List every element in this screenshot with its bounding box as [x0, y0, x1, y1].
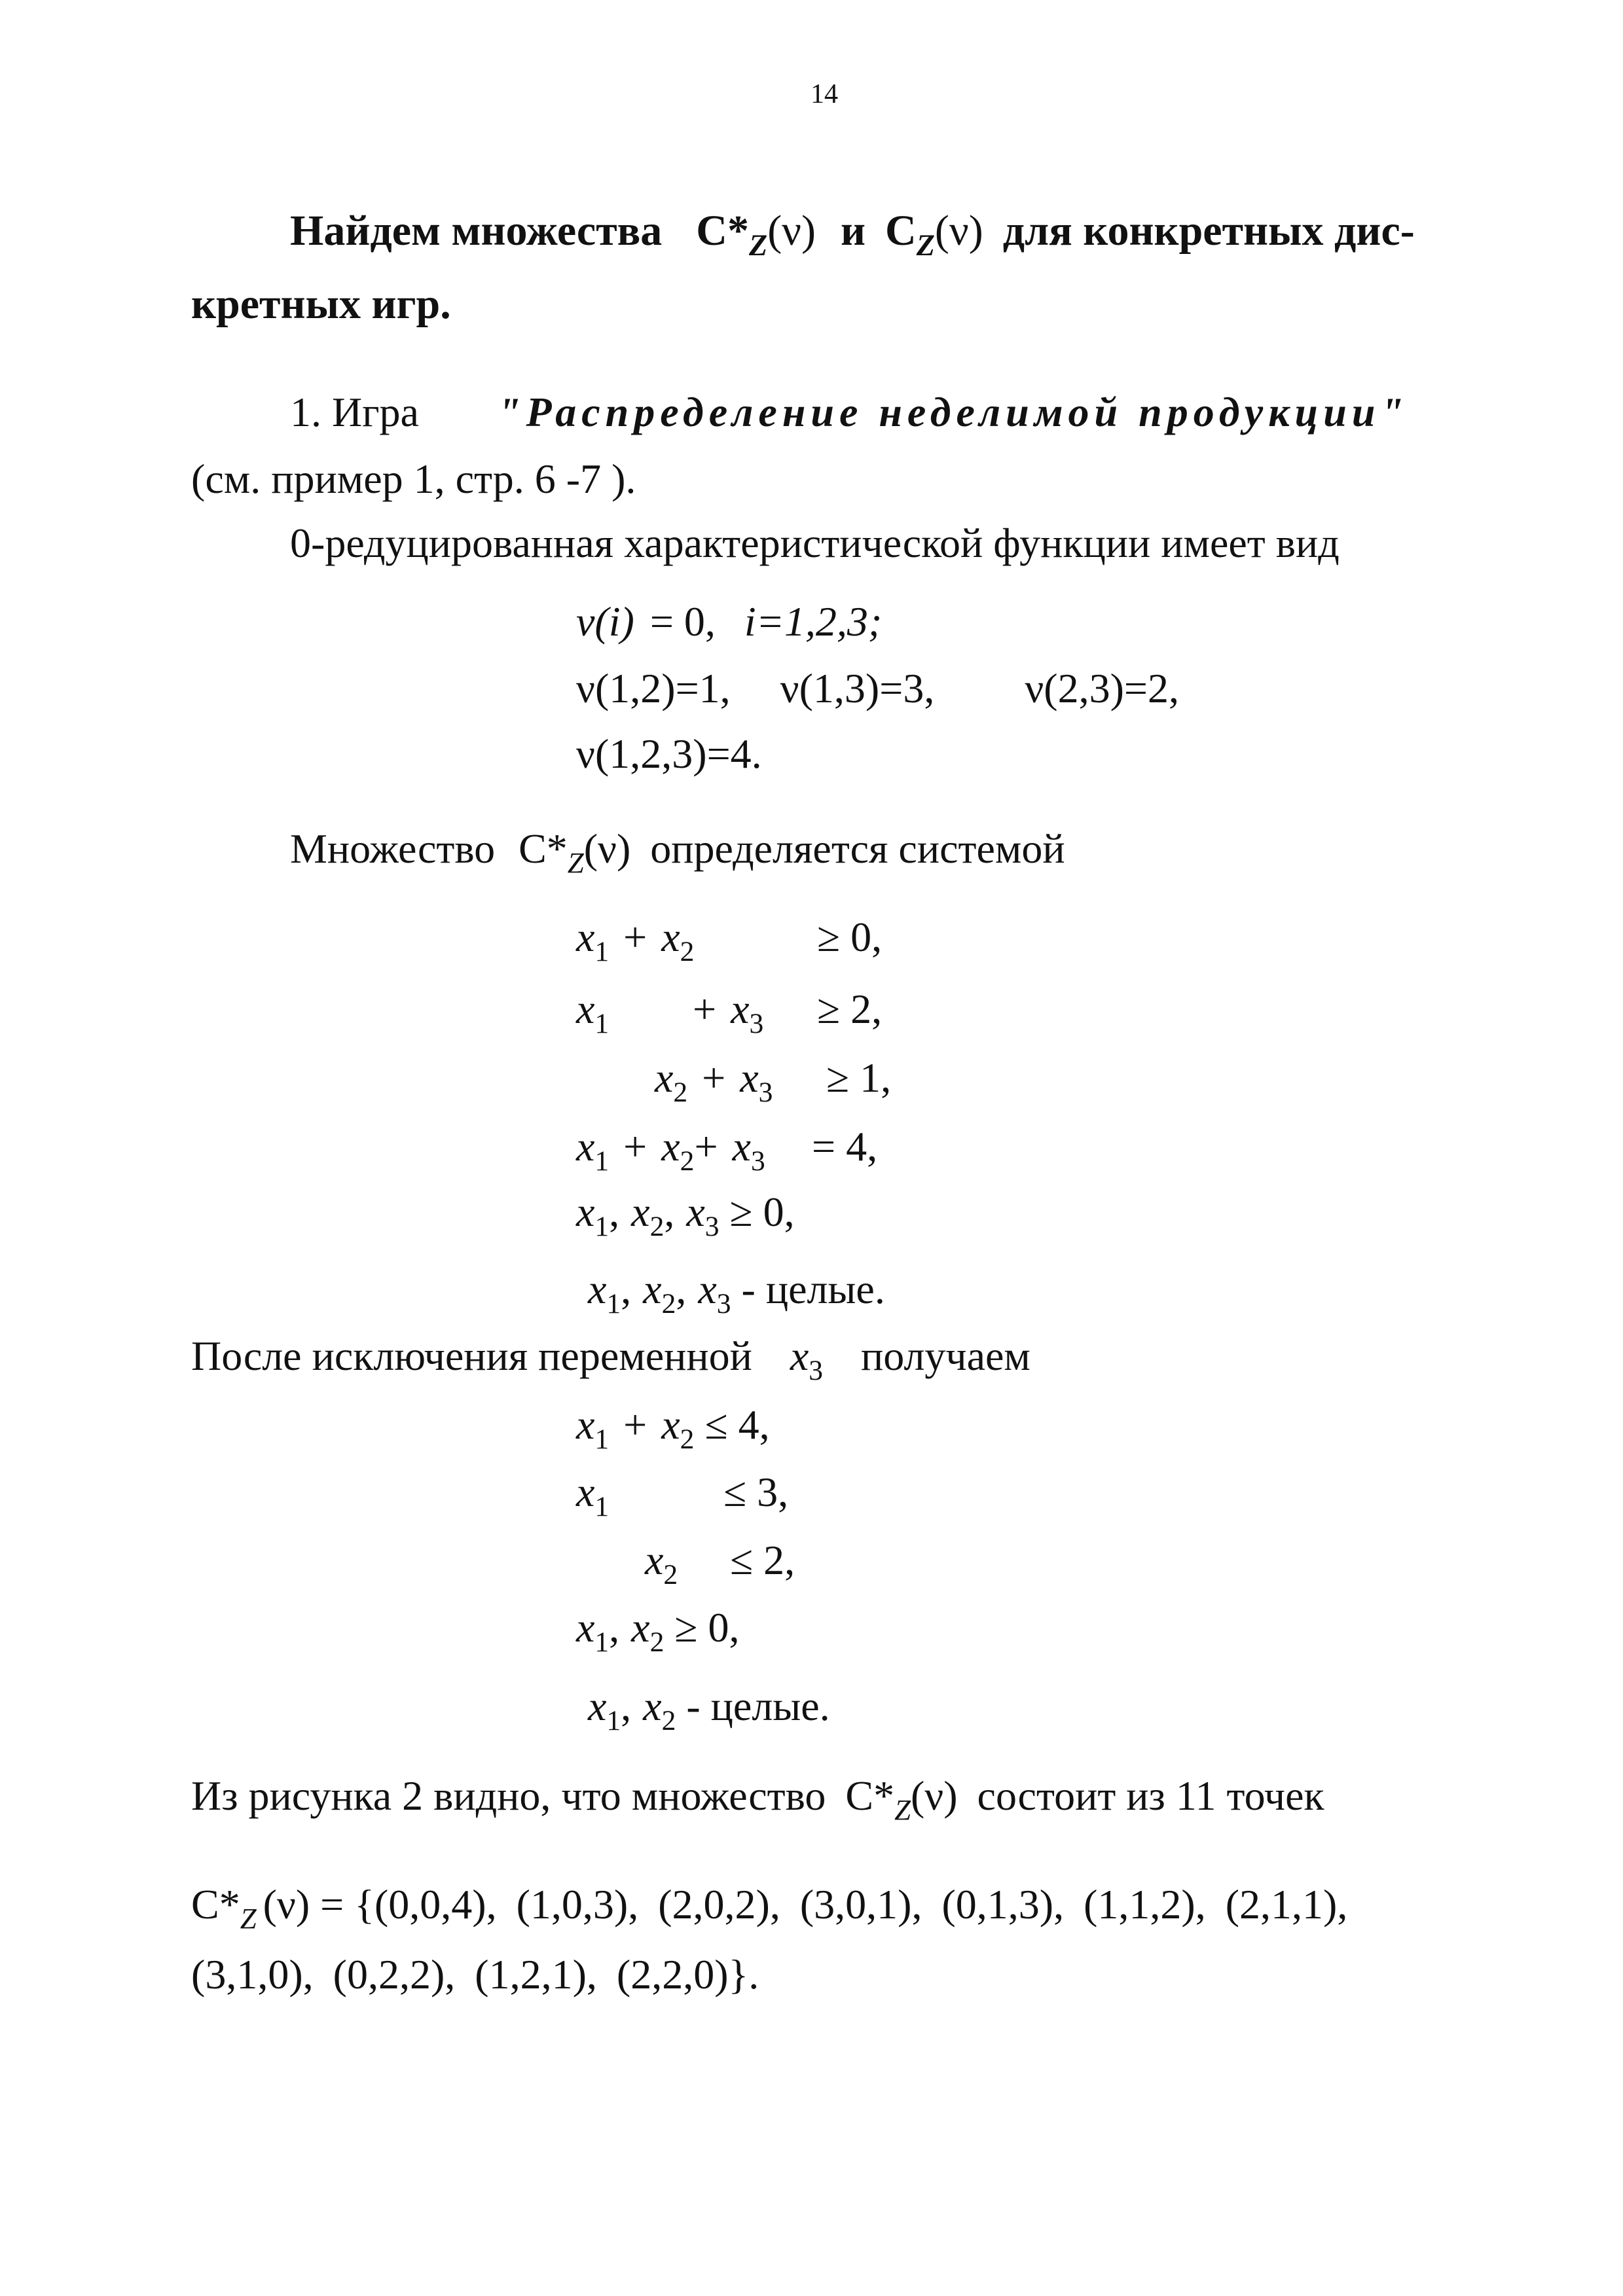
result-point: (0,1,3),	[941, 1881, 1065, 1928]
sub-2: 2	[661, 1287, 676, 1319]
result-lhs: (ν) = {(0,0,4),	[263, 1881, 497, 1928]
sub-2: 2	[663, 1558, 678, 1590]
var-x: x	[576, 1604, 595, 1651]
heading-nu-arg-2: (ν)	[934, 207, 983, 255]
system2-row-2-rhs: ≤ 3,	[723, 1469, 789, 1515]
system-row-2-rhs: ≥ 2,	[817, 986, 883, 1032]
heading-and: и	[841, 207, 866, 255]
var-x: x	[576, 914, 595, 960]
result-point: (1,1,2),	[1084, 1881, 1206, 1928]
system-row-4-vars	[576, 1123, 765, 1177]
nu-23: ν(2,3)=2,	[1025, 665, 1179, 711]
sub-1: 1	[594, 1423, 610, 1455]
system2-row-4-rhs: ≥ 0,	[674, 1604, 740, 1651]
sub-2: 2	[649, 1626, 665, 1658]
figure-nu: (ν)	[910, 1772, 958, 1819]
sub-2: 2	[680, 1145, 695, 1177]
figure-cstar: C*	[845, 1772, 895, 1819]
heading-line-1	[290, 207, 1415, 262]
comma: ,	[609, 1189, 620, 1235]
sub-2: 2	[661, 1704, 676, 1736]
var-x: x	[698, 1266, 717, 1312]
system-row-1-rhs: ≥ 0,	[817, 914, 883, 960]
op-plus: +	[623, 1401, 647, 1448]
figure-suffix: состоит из 11 точек	[977, 1772, 1324, 1819]
var-x: x	[576, 986, 595, 1032]
var-x: x	[576, 1469, 595, 1515]
var-x: x	[732, 1123, 751, 1170]
nu-i-value: = 0,	[649, 598, 716, 645]
var-x: x	[576, 1123, 595, 1170]
result-z: Z	[240, 1902, 257, 1935]
var-x: x	[661, 1401, 680, 1448]
comma: ,	[664, 1189, 675, 1235]
system2-row-4	[576, 1604, 740, 1658]
var-x: x	[576, 1189, 595, 1235]
nu-12: ν(1,2)=1,	[576, 665, 731, 711]
system-row-6	[588, 1266, 885, 1319]
var-x: x	[645, 1537, 664, 1583]
sub-1: 1	[606, 1287, 621, 1319]
heading-c: C	[885, 207, 917, 255]
system-intro-z: Z	[567, 846, 584, 880]
var-x: x	[588, 1683, 607, 1729]
system-row-5-rhs: ≥ 0,	[729, 1189, 795, 1235]
char-fn-line-3: ν(1,2,3)=4.	[576, 730, 762, 777]
var-x: x	[661, 1123, 680, 1170]
var-x: x	[588, 1266, 607, 1312]
result-point: (3,1,0),	[191, 1951, 314, 1998]
figure-prefix: Из рисунка 2 видно, что множество	[191, 1772, 826, 1819]
system-row-2-x1	[576, 986, 610, 1039]
page-number: 14	[811, 79, 838, 109]
system-intro-cstar: C*	[519, 825, 568, 872]
system2-row-2-x1	[576, 1469, 610, 1522]
game-reference: (см. пример 1, стр. 6 -7 ).	[191, 456, 636, 502]
sub-3: 3	[749, 1007, 764, 1039]
elimination-suffix: получаем	[861, 1333, 1030, 1379]
sub-1: 1	[594, 1007, 610, 1039]
system2-row-5-rhs: - целые.	[686, 1683, 830, 1729]
system-intro-suffix: определяется системой	[650, 825, 1065, 872]
result-point: (0,2,2),	[333, 1951, 456, 1998]
result-point: (3,0,1),	[799, 1881, 922, 1928]
heading-prefix: Найдем множества	[290, 207, 663, 255]
sub-1: 1	[594, 1490, 610, 1522]
sub-1: 1	[594, 1210, 610, 1242]
heading-z-sub-2: Z	[916, 228, 935, 262]
system2-row-3-rhs: ≤ 2,	[730, 1537, 795, 1583]
system-row-3-vars	[655, 1054, 773, 1108]
heading-cstar: C*	[696, 207, 749, 255]
var-x: x	[643, 1266, 662, 1312]
var-x: x	[643, 1683, 662, 1729]
sub-1: 1	[594, 1145, 610, 1177]
system2-row-1	[576, 1401, 770, 1455]
sub-3: 3	[716, 1287, 731, 1319]
comma: ,	[609, 1604, 620, 1651]
elimination-prefix: После исключения переменной	[191, 1333, 752, 1379]
system-row-1-vars	[576, 914, 695, 967]
sub-2: 2	[680, 935, 695, 967]
elimination-text	[191, 1333, 1030, 1386]
sub-1: 1	[594, 935, 610, 967]
nu-i: ν(i)	[576, 598, 634, 645]
var-x: x	[655, 1054, 674, 1101]
result-point: (1,2,1),	[475, 1951, 597, 1998]
result-point: (2,2,0)}.	[616, 1951, 759, 1998]
var-x: x	[661, 914, 680, 960]
game-number: 1. Игра	[290, 389, 419, 435]
system-intro-prefix: Множество	[290, 825, 496, 872]
result-line-1	[191, 1881, 1348, 1935]
sub-2: 2	[673, 1076, 688, 1108]
var-x: x	[686, 1189, 705, 1235]
game-title: "Распределение неделимой продукции"	[498, 389, 1409, 435]
comma: ,	[621, 1266, 632, 1312]
var-x: x	[576, 1401, 595, 1448]
var-x: x	[631, 1189, 650, 1235]
system2-row-1-rhs: ≤ 4,	[704, 1401, 770, 1448]
system-row-2-x3	[693, 986, 764, 1039]
op-plus: +	[623, 1123, 647, 1170]
figure-z: Z	[894, 1793, 911, 1827]
comma: ,	[621, 1683, 632, 1729]
sub-2: 2	[649, 1210, 665, 1242]
system-intro	[290, 825, 1065, 880]
system-row-3-rhs: ≥ 1,	[826, 1054, 892, 1101]
op-plus: +	[623, 914, 647, 960]
system2-row-3-x2	[645, 1537, 678, 1590]
system-row-4-rhs: = 4,	[812, 1123, 878, 1170]
system-row-6-rhs: - целые.	[741, 1266, 885, 1312]
comma: ,	[676, 1266, 687, 1312]
var-x: x	[731, 986, 750, 1032]
system-row-5	[576, 1189, 795, 1242]
result-point: (1,0,3),	[516, 1881, 639, 1928]
char-fn-line-1	[576, 598, 883, 645]
heading-nu-arg: (ν)	[767, 207, 816, 255]
op-plus: +	[702, 1054, 726, 1101]
system-intro-nu: (ν)	[583, 825, 631, 872]
char-fn-line-2	[576, 665, 1179, 711]
sub-1: 1	[606, 1704, 621, 1736]
op-plus: +	[694, 1123, 718, 1170]
heading-z-sub: Z	[748, 228, 768, 262]
result-cstar: C*	[191, 1881, 240, 1928]
op-plus: +	[693, 986, 717, 1032]
sub-3: 3	[809, 1354, 824, 1386]
var-x: x	[631, 1604, 650, 1651]
sub-2: 2	[680, 1423, 695, 1455]
i-range: i=1,2,3;	[744, 598, 883, 645]
char-fn-intro: 0-редуцированная характеристической функции имеет вид	[290, 520, 1340, 566]
sub-3: 3	[750, 1145, 765, 1177]
var-x: x	[790, 1333, 809, 1379]
sub-1: 1	[594, 1626, 610, 1658]
result-point: (2,1,1),	[1225, 1881, 1348, 1928]
system2-row-5	[588, 1683, 830, 1736]
nu-13: ν(1,3)=3,	[780, 665, 935, 711]
figure-reference	[191, 1772, 1324, 1827]
heading-line-2: кретных игр.	[191, 280, 451, 328]
result-point: (2,0,2),	[658, 1881, 780, 1928]
var-x: x	[740, 1054, 759, 1101]
result-line-2	[191, 1951, 759, 1998]
sub-3: 3	[704, 1210, 720, 1242]
heading-suffix: для конкретных дис-	[1002, 207, 1415, 255]
sub-3: 3	[758, 1076, 773, 1108]
